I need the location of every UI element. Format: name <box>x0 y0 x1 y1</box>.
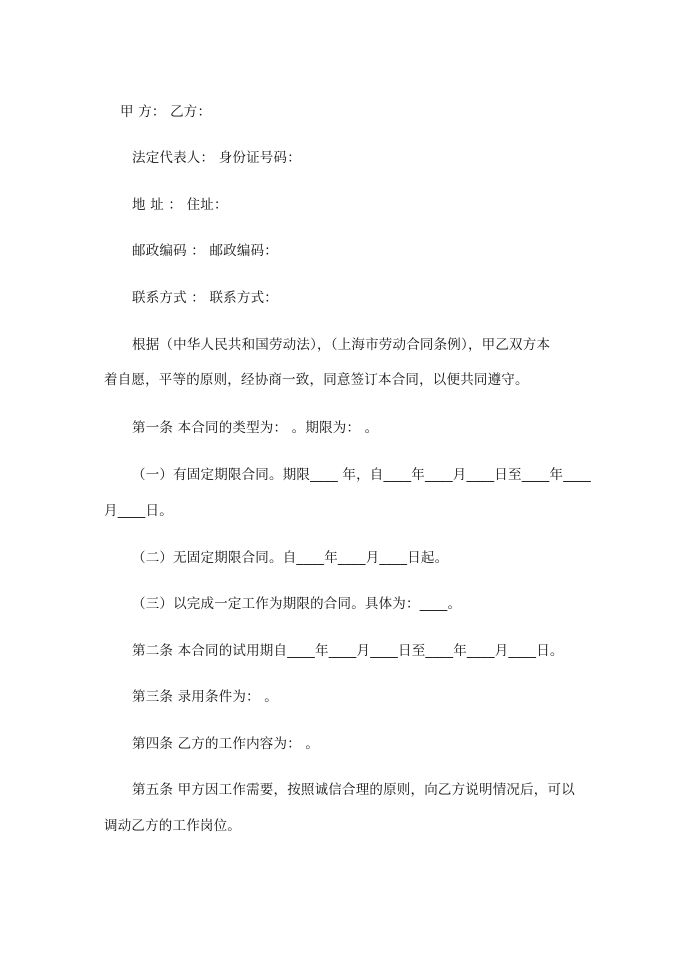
clause-1-1-line-1: （一）有固定期限合同。期限____ 年，自____年____月____日至____年____ <box>132 467 591 483</box>
article-3-line: 第三条 录用条件为： 。 <box>132 689 278 705</box>
preamble-line-1: 根据（中华人民共和国劳动法），（上海市劳动合同条例），甲乙双方本 <box>132 337 551 353</box>
article-1-line: 第一条 本合同的类型为： 。期限为： 。 <box>132 420 379 436</box>
clause-1-1-line-2: 月____日。 <box>104 503 173 519</box>
article-2-line: 第二条 本合同的试用期自____年____月____日至____年____月____日。 <box>132 643 564 659</box>
clause-1-2-line: （二）无固定期限合同。自____年____月____日起。 <box>132 550 449 566</box>
contact-line: 联系方式 ： 联系方式： <box>132 290 278 306</box>
clause-1-3-line: （三）以完成一定工作为期限的合同。具体为：____。 <box>132 596 462 612</box>
article-4-line: 第四条 乙方的工作内容为： 。 <box>132 736 320 752</box>
article-5-line-2: 调动乙方的工作岗位。 <box>104 818 241 834</box>
legal-representative-line: 法定代表人： 身份证号码： <box>132 150 301 166</box>
postal-code-line: 邮政编码 ： 邮政编码： <box>132 243 278 259</box>
article-5-line-1: 第五条 甲方因工作需要，按照诚信合理的原则，向乙方说明情况后，可以 <box>132 782 575 798</box>
preamble-line-2: 着自愿，平等的原则，经协商一致，同意签订本合同，以便共同遵守。 <box>104 372 529 388</box>
party-header-line: 甲 方： 乙方： <box>120 104 212 120</box>
address-line: 地 址 ： 住址： <box>132 197 228 213</box>
